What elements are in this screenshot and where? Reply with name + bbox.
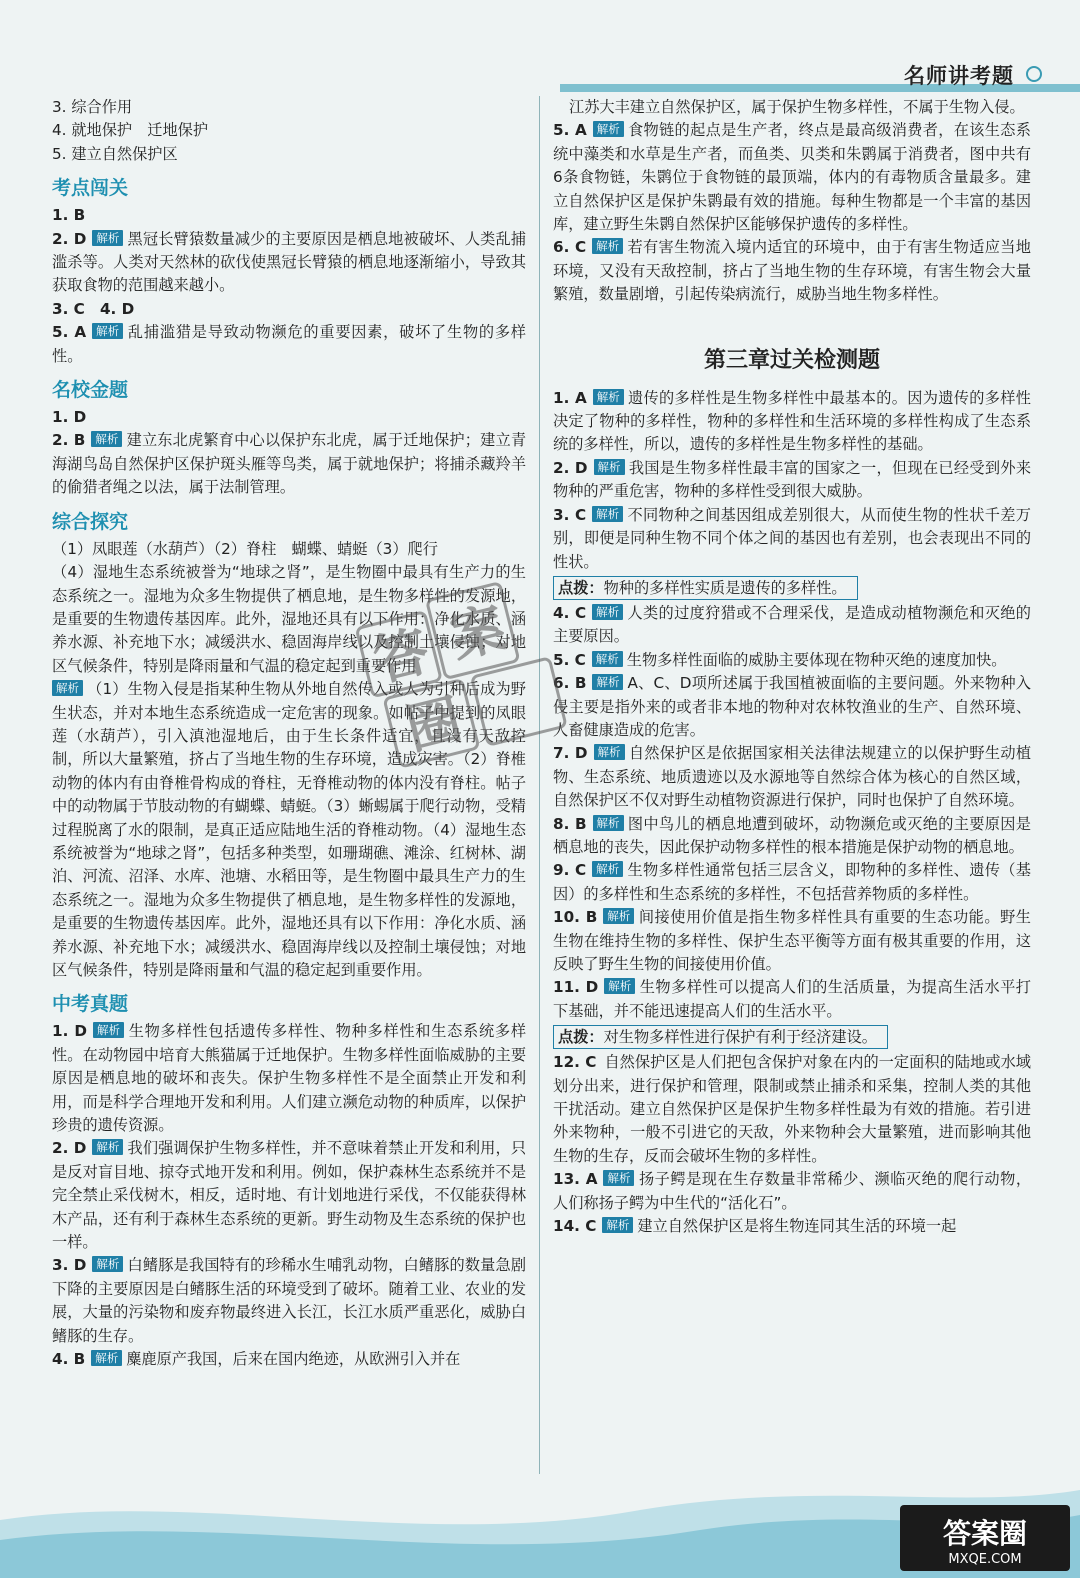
column-divider bbox=[539, 96, 540, 1474]
answer-number: 14. C bbox=[553, 1217, 597, 1236]
tip-label: 点拨： bbox=[558, 1028, 604, 1047]
analysis-text: 生物多样性可以提高人们的生活质量，为提高生活水平打下基础，并不能迅速提高人们的生活水平。 bbox=[553, 978, 1031, 1020]
watermark-char: 圈 bbox=[399, 686, 468, 762]
answer-number: 3. D bbox=[52, 1256, 87, 1275]
analysis-text: 乱捕滥猎是导致动物濒危的重要因素，破坏了生物的多样性。 bbox=[52, 323, 526, 365]
watermark-char: 案 bbox=[443, 594, 512, 670]
analysis-text: 生物多样性包括遗传多样性、物种多样性和生态系统多样性。在动物园中培育大熊猫属于迁地保护。生物多样性面临威胁的主要原因是栖息地的破坏和丧失。保护生物多样性不是全面禁止开发和利用，而是科学合理地开发和利用。人们建立濒危动物的种质库，以保护珍贵的遗传资源。 bbox=[52, 1022, 527, 1135]
analysis-tag: 解析 bbox=[593, 121, 624, 137]
answer-item bbox=[553, 119, 1031, 236]
answer-number: 11. D bbox=[553, 978, 599, 997]
answer-line: （1）凤眼莲（水葫芦）（2）脊柱 蝴蝶、蜻蜓（3）爬行 bbox=[52, 539, 438, 558]
analysis-tag: 解析 bbox=[602, 1217, 633, 1233]
analysis-text: 图中鸟儿的栖息地遭到破坏，动物濒危或灭绝的主要原因是栖息地的丧失，因此保护动物多样性的根本措施是保护动物的栖息地。 bbox=[553, 814, 1031, 856]
answer-item bbox=[553, 1051, 1031, 1168]
analysis-tag: 解析 bbox=[91, 431, 122, 447]
answer-number: 1. D bbox=[52, 408, 87, 427]
analysis-text: 我们强调保护生物多样性，并不意味着禁止开发和利用，只是反对盲目地、掠夺式地开发和利用。例如，保护森林生态系统并不是完全禁止采伐树木，相反，适时地、有计划地进行采伐，不仅能获得林木产品，还有利于森林生态系统的更新。野生动物及生态系统的保护也一样。 bbox=[52, 1139, 527, 1252]
answer-number: 12. C bbox=[553, 1053, 597, 1072]
answer-item bbox=[553, 649, 1031, 672]
answer-number: 8. B bbox=[553, 814, 587, 833]
analysis-tag: 解析 bbox=[592, 604, 623, 620]
analysis-text: 建立东北虎繁育中心以保护东北虎，属于迁地保护；建立青海湖鸟岛自然保护区保护斑头雁等鸟类，属于就地保护；将捕杀藏羚羊的偷猎者绳之以法，属于法制管理。 bbox=[52, 431, 527, 497]
answer-item bbox=[553, 602, 1031, 649]
analysis-tag: 解析 bbox=[603, 908, 634, 924]
analysis-tag: 解析 bbox=[592, 651, 623, 667]
analysis-text: （1）生物入侵是指某种生物从外地自然传入或人为引种后成为野生状态，并对本地生态系统造成一定危害的现象。如帖子中提到的凤眼莲（水葫芦），引入滇池湿地后，由于生长条件适宜，且没有天敌控制，所以大量繁殖，挤占了当地生物的生存环境，造成灾害。（2）脊椎动物的体内有由脊椎骨构成的脊柱，无脊椎动物的体内没有脊柱。帖子中的动物属于节肢动物的有蝴蝶、蜻蜓。（3）蜥蜴属于爬行动物，受精过程脱离了水的限制，是真正适应陆地生活的脊椎动物。（4）湿地生态系统被誉为“地球之肾”，包括多种类型，如珊瑚礁、滩涂、红树林、湖泊、河流、沼泽、水库、池塘、水稻田等，是生物圈中最具生产力的生态系统之一。湿地为众多生物提供了栖息地，是生物多样性的发源地，是重要的生物遗传基因库。此外，湿地还具有以下作用：净化水质、涵养水源、补充地下水；减缓洪水、稳固海岸线以及控制土壤侵蚀；对地区气候条件，特别是降雨量和气温的稳定起到重要作用。 bbox=[52, 680, 526, 979]
answer-number: 4. B bbox=[52, 1350, 86, 1369]
analysis-tag: 解析 bbox=[592, 674, 623, 690]
answer-item bbox=[52, 204, 526, 227]
analysis-text: 遗传的多样性是生物多样性中最基本的。因为遗传的多样性决定了物种的多样性，物种的多样性和生活环境的多样性构成了生态系统的多样性，所以，遗传的多样性是生物多样性的基础。 bbox=[553, 388, 1031, 454]
answer-number: 1. A bbox=[553, 388, 587, 407]
answer-item bbox=[553, 236, 1031, 306]
watermark-stamp bbox=[350, 560, 610, 780]
answer-number: 2. D bbox=[553, 458, 588, 477]
analysis-tag: 解析 bbox=[592, 238, 623, 254]
analysis-text: 若有害生物流入境内适宜的环境中，由于有害生物适应当地环境，又没有天敌控制，挤占了当地生物的生存环境，有害生物会大量繁殖，数量剧增，引起传染病流行，威胁当地生物多样性。 bbox=[553, 238, 1031, 304]
header-circle-icon bbox=[1026, 66, 1042, 82]
answer-line: （4）湿地生态系统被誉为“地球之肾”，是生物圈中最具有生产力的生态系统之一。湿地为众多生物提供了栖息地，是生物多样性的发源地，是重要的生物遗传基因库。此外，湿地还具有以下作用：净化水质、涵养水源、补充地下水；减缓洪水、稳固海岸线以及控制土壤侵蚀；对地区气候条件，特别是降雨量和气温的稳定起到重要作用 bbox=[52, 563, 526, 675]
answer-number: 2. D bbox=[52, 1139, 87, 1158]
analysis-text: 黑冠长臂猿数量减少的主要原因是栖息地被破坏、人类乱捕滥杀等。人类对天然林的砍伐使黑冠长臂猿的栖息地逐渐缩小，导致其获取食物的范围越来越小。 bbox=[52, 229, 527, 295]
section-title-zonghe: 综合探究 bbox=[52, 510, 129, 533]
answer-line: 4. 就地保护 迁地保护 bbox=[52, 121, 209, 140]
answer-item bbox=[553, 859, 1031, 906]
analysis-tag: 解析 bbox=[92, 1256, 123, 1272]
analysis-tag: 解析 bbox=[594, 459, 625, 475]
analysis-text: 生物多样性通常包括三层含义，即物种的多样性、遗传（基因）的多样性和生态系统的多样性，不包括营养物质的多样性。 bbox=[553, 861, 1031, 903]
answer-number: 5. C bbox=[553, 650, 586, 669]
answer-number: 10. B bbox=[553, 908, 598, 927]
tip-text: 物种的多样性实质是遗传的多样性。 bbox=[603, 578, 847, 597]
answer-item bbox=[52, 321, 526, 368]
logo-subtext: MXQE.COM bbox=[948, 1552, 1022, 1567]
answer-number: 7. D bbox=[553, 744, 588, 763]
tip-text: 对生物多样性进行保护有利于经济建设。 bbox=[603, 1028, 877, 1047]
right-column bbox=[553, 96, 1031, 1238]
answer-item bbox=[553, 672, 1031, 742]
analysis-tag: 解析 bbox=[593, 389, 624, 405]
answer-item bbox=[553, 906, 1031, 976]
tip-box bbox=[553, 1025, 888, 1049]
page-header-title: 名师讲考题 bbox=[904, 63, 1014, 88]
analysis-tag: 解析 bbox=[592, 861, 623, 877]
answer-item bbox=[553, 976, 1031, 1023]
answer-number: 6. B bbox=[553, 674, 587, 693]
section-title-kaodian: 考点闯关 bbox=[52, 177, 129, 200]
answer-item bbox=[52, 1254, 526, 1348]
analysis-tag: 解析 bbox=[91, 1350, 122, 1366]
analysis-tag: 解析 bbox=[92, 1139, 123, 1155]
answer-number: 1. D bbox=[52, 1022, 87, 1041]
analysis-text: A、C、D项所述属于我国植被面临的主要问题。外来物种入侵主要是指外来的或者非本地的物种对农林牧渔业的生产、自然环境、人畜健康造成的危害。 bbox=[553, 674, 1031, 739]
continued-text: 江苏大丰建立自然保护区，属于保护生物多样性，不属于生物入侵。 bbox=[569, 98, 1025, 116]
answer-item bbox=[553, 1168, 1031, 1215]
answer-item bbox=[553, 742, 1031, 812]
analysis-text: 人类的过度狩猎或不合理采伐，是造成动植物濒危和灭绝的主要原因。 bbox=[553, 603, 1031, 646]
answer-line: 3. 综合作用 bbox=[52, 98, 133, 116]
answer-number: 3. C bbox=[553, 505, 587, 524]
answer-item bbox=[52, 406, 526, 429]
analysis-tag: 解析 bbox=[604, 978, 635, 994]
analysis-tag: 解析 bbox=[593, 815, 624, 831]
answer-item bbox=[553, 813, 1031, 860]
answer-number: 2. B bbox=[52, 431, 86, 450]
analysis-tag: 解析 bbox=[594, 744, 625, 760]
analysis-text: 扬子鳄是现在生存数量非常稀少、濒临灭绝的爬行动物，人们称扬子鳄为中生代的“活化石”。 bbox=[553, 1170, 1032, 1212]
answer-item bbox=[553, 504, 1031, 574]
answer-item bbox=[553, 1215, 1031, 1238]
analysis-text: 自然保护区是人们把包含保护对象在内的一定面积的陆地或水域划分出来，进行保护和管理，限制或禁止捕杀和采集，控制人类的其他干扰活动。建立自然保护区是保护生物多样性最为有效的措施。若引进外来物种，一般不引进它的天敌，外来物种会大量繁殖，进而影响其他生物的生存，反而会破坏生物的多样性。 bbox=[553, 1053, 1031, 1165]
analysis-tag: 解析 bbox=[92, 230, 123, 246]
analysis-text: 自然保护区是依据国家相关法律法规建立的以保护野生动植物、生态系统、地质遗迹以及水源地等自然综合体为核心的自然区域，自然保护区不仅对野生动植物资源进行保护，同时也保护了自然环境。 bbox=[553, 744, 1032, 810]
section-title-zhongkao: 中考真题 bbox=[52, 993, 129, 1016]
answer-item bbox=[52, 298, 526, 321]
answer-number: 4. C bbox=[553, 603, 587, 622]
analysis-tag: 解析 bbox=[93, 1022, 124, 1038]
answer-number: 5. A bbox=[52, 323, 87, 342]
answer-number: 13. A bbox=[553, 1170, 598, 1189]
answer-number: 3. C 4. D bbox=[52, 299, 135, 318]
logo-text: 答案圈 bbox=[942, 1517, 1028, 1550]
answer-number: 9. C bbox=[553, 861, 587, 880]
analysis-tag: 解析 bbox=[592, 506, 623, 522]
analysis-text: 食物链的起点是生产者，终点是最高级消费者，在该生态系统中藻类和水草是生产者，而鱼类、贝类和朱鹮属于消费者，图中共有6条食物链，朱鹮位于食物链的最顶端，体内的有毒物质含量最多。建立自然保护区是保护朱鹮最有效的措施。每种生物都是一个丰富的基因库，建立野生朱鹮自然保护区能够保护遗传的多样性。 bbox=[553, 121, 1031, 234]
analysis-text: 生物多样性面临的威胁主要体现在物种灭绝的速度加快。 bbox=[626, 650, 1007, 669]
chapter-title: 第三章过关检测题 bbox=[703, 346, 880, 373]
corner-logo bbox=[900, 1505, 1070, 1571]
answer-number: 6. C bbox=[553, 238, 587, 257]
answer-number: 5. A bbox=[553, 121, 587, 140]
answer-item bbox=[52, 429, 526, 499]
analysis-text: 间接使用价值是指生物多样性具有重要的生态功能。野生生物在维持生物的多样性、保护生态平衡等方面有极其重要的作用，这反映了野生生物的间接使用价值。 bbox=[553, 908, 1031, 973]
answer-item bbox=[52, 228, 526, 298]
watermark-char: 答 bbox=[367, 618, 436, 694]
analysis-text: 不同物种之间基因组成差别很大，从而使生物的性状千差万别，即便是同种生物不同个体之间的基因也有差别，也会表现出不同的性状。 bbox=[553, 505, 1031, 571]
answer-item bbox=[52, 1137, 526, 1254]
analysis-text: 麋鹿原产我国，后来在国内绝迹，从欧洲引入并在 bbox=[126, 1350, 461, 1369]
answer-item bbox=[553, 387, 1031, 457]
tip-label: 点拨： bbox=[558, 578, 604, 597]
analysis-text: 白鳍豚是我国特有的珍稀水生哺乳动物，白鳍豚的数量急剧下降的主要原因是白鳍豚生活的环境受到了破坏。随着工业、农业的发展，大量的污染物和废弃物最终进入长江，长江水质严重恶化，威胁白鳍豚的生存。 bbox=[52, 1256, 527, 1345]
analysis-text: 建立自然保护区是将生物连同其生活的环境一起 bbox=[637, 1217, 957, 1236]
analysis-tag: 解析 bbox=[92, 323, 123, 339]
answer-line: 5. 建立自然保护区 bbox=[52, 144, 178, 163]
analysis-tag: 解析 bbox=[603, 1170, 634, 1186]
section-title-mingxiao: 名校金题 bbox=[52, 379, 129, 402]
answer-item bbox=[553, 457, 1031, 504]
answer-item bbox=[52, 1348, 526, 1371]
analysis-text: 我国是生物多样性最丰富的国家之一，但现在已经受到外来物种的严重危害，物种的多样性受到很大威胁。 bbox=[553, 458, 1032, 501]
analysis-tag: 解析 bbox=[52, 680, 83, 696]
answer-number: 1. B bbox=[52, 206, 86, 225]
answer-item bbox=[52, 1020, 526, 1137]
answer-number: 2. D bbox=[52, 229, 87, 248]
